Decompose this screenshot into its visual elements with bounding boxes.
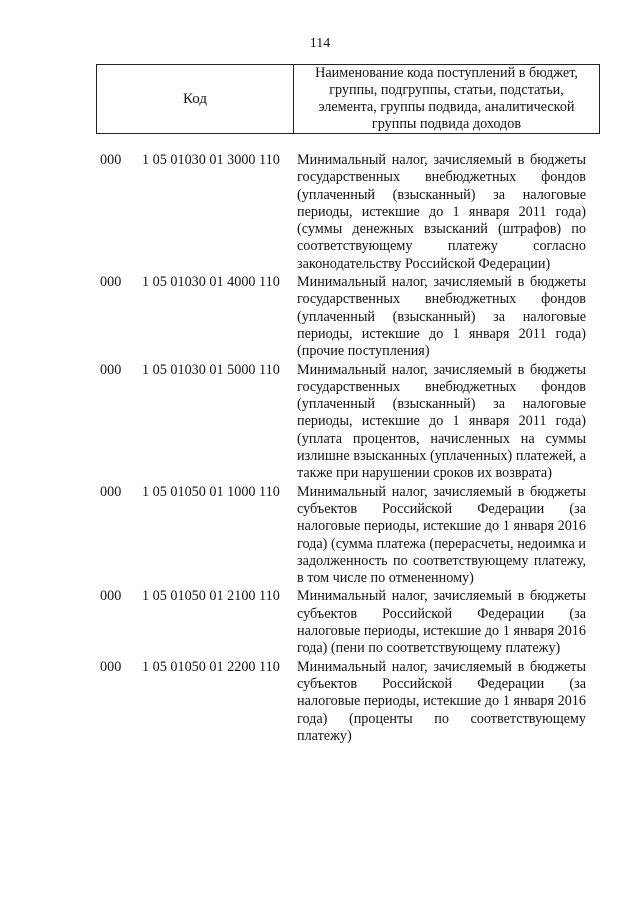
table-row — [100, 362, 600, 483]
table-row — [100, 484, 600, 588]
header-name-label: Наименование кода поступлений в бюджет, группы, подгруппы, статьи, подстатьи, элемента, группы подвида, аналитической группы подвида доходов — [315, 65, 578, 132]
table-row — [100, 588, 600, 657]
table-header — [96, 64, 600, 134]
admin-code: 000 — [100, 361, 122, 378]
code-description: Минимальный налог, зачисляемый в бюджеты государственных внебюджетных фондов (уплаченный (взысканный) за налоговые периоды, истекшие до 1 января 2011 года) (суммы денежных взысканий (штрафов) по соответствующему платежу согласно законодательству Российской Федерации) — [297, 152, 586, 272]
admin-code: 000 — [100, 588, 122, 605]
admin-code: 000 — [100, 658, 122, 675]
header-name-cell — [294, 65, 599, 133]
admin-code: 000 — [100, 483, 122, 500]
budget-code: 1 05 01050 01 1000 110 — [142, 483, 280, 500]
table-row — [100, 152, 600, 273]
budget-code: 1 05 01050 01 2200 110 — [142, 658, 280, 675]
budget-code: 1 05 01030 01 5000 110 — [142, 361, 280, 378]
admin-code: 000 — [100, 152, 122, 168]
header-code-label: Код — [183, 90, 207, 107]
budget-code: 1 05 01050 01 2100 110 — [142, 588, 280, 605]
budget-code: 1 05 01030 01 4000 110 — [142, 274, 280, 291]
code-description: Минимальный налог, зачисляемый в бюджеты субъектов Российской Федерации (за налоговые периоды, истекшие до 1 января 2016 года) (пени по соответствующему платежу) — [297, 588, 586, 657]
header-code-cell — [97, 65, 294, 133]
code-description: Минимальный налог, зачисляемый в бюджеты субъектов Российской Федерации (за налоговые периоды, истекшие до 1 января 2016 года) (сумма платежа (перерасчеты, недоимка и задолженность по соответствующему платежу, в том числе по отмененному) — [297, 483, 586, 587]
code-description: Минимальный налог, зачисляемый в бюджеты государственных внебюджетных фондов (уплаченный (взысканный) за налоговые периоды, истекшие до 1 января 2011 года) (прочие поступления) — [297, 274, 586, 360]
budget-code: 1 05 01030 01 3000 110 — [142, 152, 280, 168]
table-row — [100, 274, 600, 360]
table-row — [100, 659, 600, 745]
page-number: 114 — [309, 36, 331, 51]
code-description: Минимальный налог, зачисляемый в бюджеты государственных внебюджетных фондов (уплаченный (взысканный) за налоговые периоды, истекшие до 1 января 2011 года) (уплата процентов, начисленных на суммы излишне взысканных (уплаченных) платежей, а также при нарушении сроков их возврата) — [297, 361, 586, 482]
code-list — [100, 152, 600, 745]
code-description: Минимальный налог, зачисляемый в бюджеты субъектов Российской Федерации (за налоговые периоды, истекшие до 1 января 2016 года) (проценты по соответствующему платежу) — [297, 658, 586, 744]
admin-code: 000 — [100, 274, 122, 291]
